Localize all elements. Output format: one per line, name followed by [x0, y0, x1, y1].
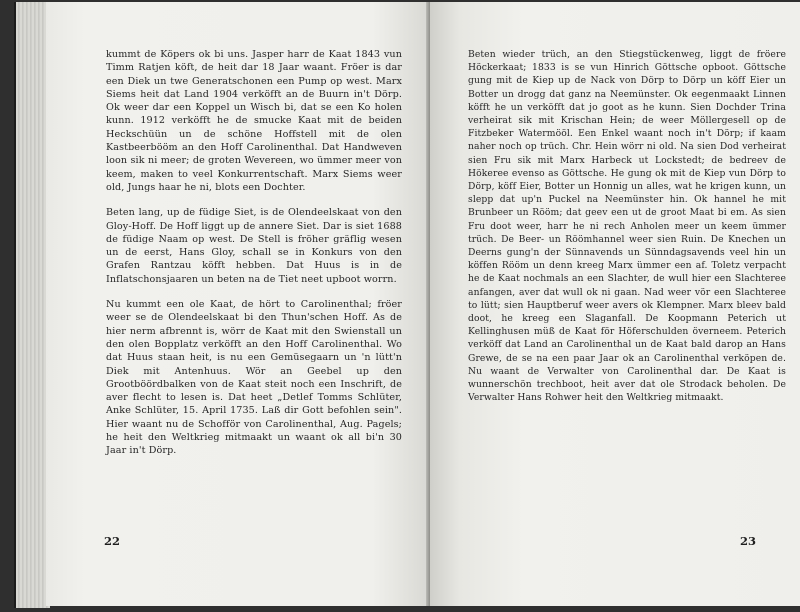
left-paragraph-1: kummt de Köpers ok bi uns. Jasper harr de Kaat 1843 vun Timm Ratjen köft, de heit dar 18 Jaar waant. Fröer is dar een Diek un twe Generatschonen een Pump op west. Marx Siems heit dat Land 1904 verköfft an de Buurn in't Dörp. Ok weer dar een Koppel un Wisch bi, dat se een Ko holen kunn. 1912 verköfft he de smucke Kaat mit de beiden Heckschüün un de schöne Hoffstell mit de olen Kastbeerbööm an den Hoff Carolinenthal. Dat Handweven loon sik ni meer; de groten Wevereen, wo ümmer meer von keem, maken to veel Konkurrentschaft. Marx Siems weer old, Jungs haar he ni, blots een Dochter. — [106, 49, 402, 193]
right-page-number: 23 — [739, 534, 756, 548]
left-page — [46, 2, 430, 606]
left-paragraph-2: Beten lang, up de füdige Siet, is de Olendeelskaat von den Gloy-Hoff. De Hoff liggt up de annere Siet. Dar is siet 1688 de füdige Naam op west. De Stell is fröher gräflig wesen un de eerst, Hans Gloy, schall se in Konkurs von den Grafen Rantzau köfft hebben. Dat Huus is in de Inflatschonsjaaren un beten na de Tiet neet upboot worrn. — [106, 207, 402, 285]
right-page — [430, 2, 800, 606]
right-paragraph-1: Beten wieder trüch, an den Stiegstückenweg, liggt de fröere Höckerkaat; 1833 is se vun Hinrich Göttsche opboot. Göttsche gung mit de Kiep up de Nack von Dörp to Dörp un köff Eier un Botter un drogg dat ganz na Neemünster. Ok eegenmaakt Linnen köfft he un verköfft dat jo goot as he kunn. Sien Dochder Trina verheirat sik mit Krischan Hein; de weer Möllergesell op de Fitzbeker Watermööl. Een Enkel waant noch in't Dörp; if kaam naher noch op trüch. Chr. Hein wörr ni old. Na sien Dod verheirat sien Fru sik mit Marx Harbeck ut Lockstedt; de bedreev de Hökeree evenso as Göttsche. He gung ok mit de Kiep vun Dörp to Dörp, köff Eier, Botter un Honnig un alles, wat he krigen kunn, un slepp dat up'n Puckel na Neemünster hin. Ok hannel he mit Brunbeer un Rööm; dat geev een ut de groot Maat bi em. As sien Fru doot weer, harr he ni rech Anholen meer un keem ümmer trüch. De Beer- un Röömhannel weer sien Ruin. De Knechen un Deerns gung'n der Sünnavends un Sünndagsavends veel hin un köffen Rööm un denn kreeg Marx ümmer een af. Toletz verpacht he de Kaat nochmals an een Slachter, de wull hier een Slachteree anfangen, aver dat wull ok ni gaan. Nad weer vör een Slachteree to lütt; sien Hauptberuf weer avers ok Klempner. Marx bleev bald doot, he kreeg een Slaganfall. De Koopmann Peterich ut Kellinghusen müß de Kaat för Höferschulden överneem. Peterich verköff dat Land an Carolinenthal un de Kaat bald darop an Hans Grewe, de se na een paar Jaar ok an Carolinenthal verköpen de. Nu waant de Verwalter von Carolinenthal dar. De Kaat is wunnerschön trechboot, heit aver dat ole Strodack beholen. De Verwalter Hans Rohwer heit den Weltkrieg mitmaakt. — [468, 49, 786, 404]
left-paragraph-3: Nu kummt een ole Kaat, de hört to Carolinenthal; fröer weer se de Olendeelskaat bi den Thun'schen Hoff. As de hier nerm afbrennt is, wörr de Kaat mit den Swienstall un den olen Bopplatz verköfft an den Hoff Carolinenthal. Wo dat Huus staan heit, is nu een Gemüsegaarn un 'n lütt'n Diek mit Antenhuus. Wör an Geebel up den Grootböördbalken von de Kaat steit noch een Inschrift, de aver flecht to lesen is. Dat heet „Detlef Tomms Schlüter, Anke Schlüter, 15. April 1735. Laß dir Gott befohlen sein". Hier waant nu de Schofför von Carolinenthal, Aug. Pagels; he heit den Weltkrieg mitmaakt un waant ok all bi'n 30 Jaar in't Dörp. — [106, 299, 402, 457]
left-page-number: 22 — [104, 534, 121, 548]
page-edges — [14, 2, 50, 608]
